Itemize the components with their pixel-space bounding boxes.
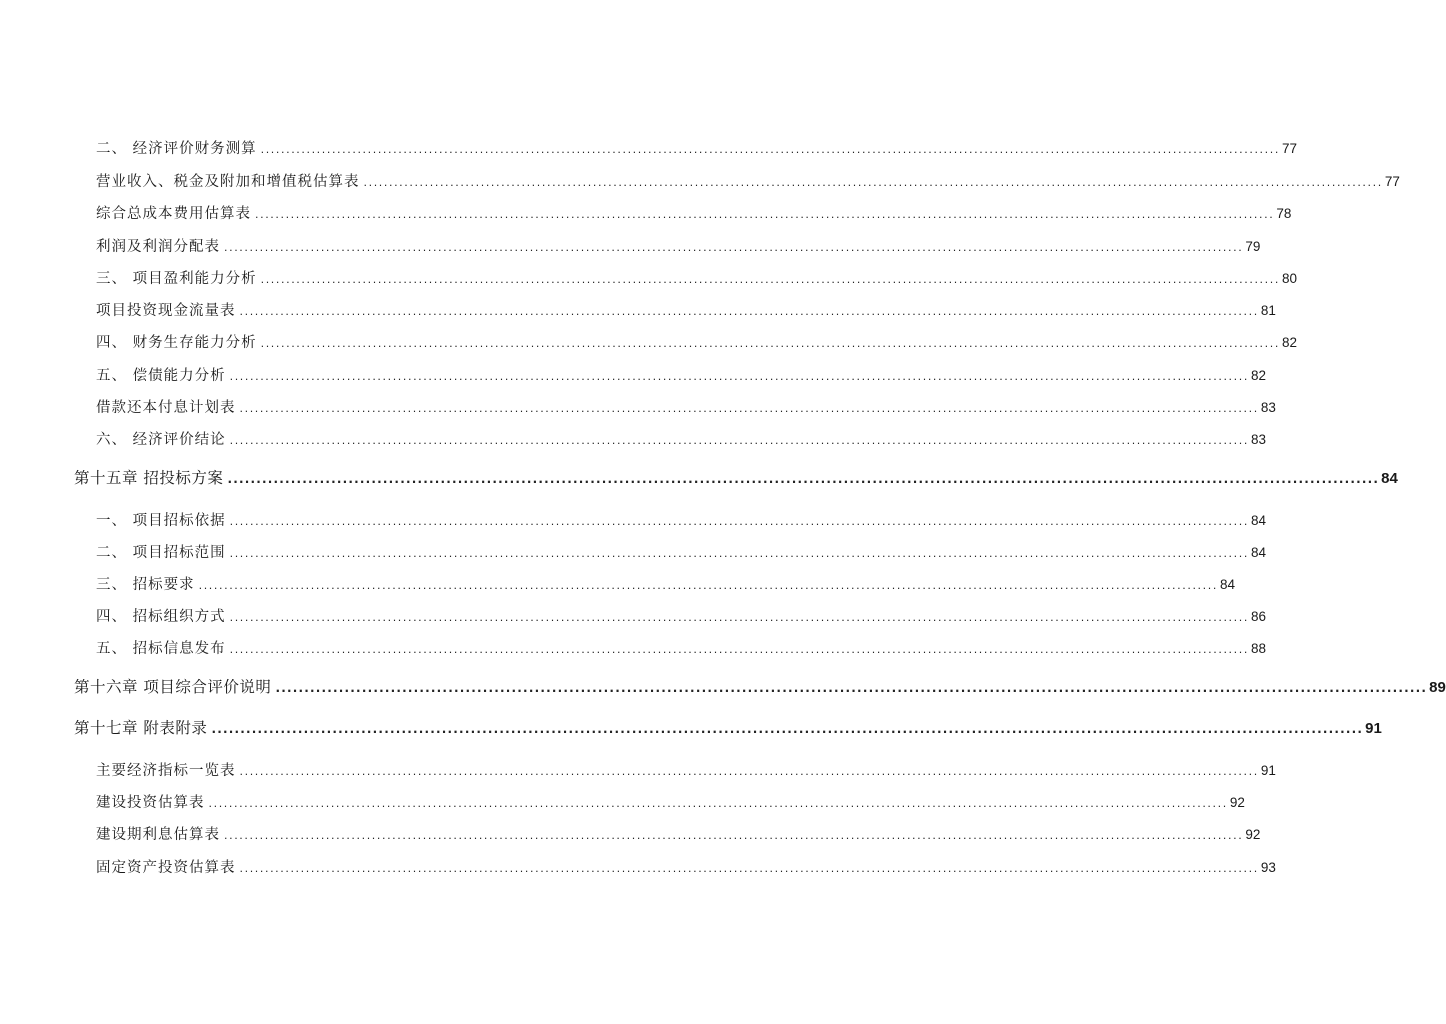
dot-leader: ........................................................................................................................................................................................................ (229, 547, 1249, 560)
toc-entry[interactable] (96, 428, 1266, 449)
toc-entry[interactable] (96, 637, 1266, 658)
toc-page-number: 83 (1260, 400, 1276, 415)
toc-page-number: 92 (1245, 827, 1261, 842)
toc-page-number: 88 (1250, 641, 1266, 656)
dot-leader: ........................................................................................................................................................................................................ (198, 579, 1218, 592)
toc-entry-title: 四、 财务生存能力分析 (96, 335, 257, 351)
toc-entry[interactable] (96, 823, 1261, 844)
toc-entry-title: 二、 经济评价财务测算 (96, 141, 257, 157)
toc-page-number: 86 (1250, 609, 1266, 624)
toc-entry[interactable] (96, 759, 1276, 780)
toc-entry[interactable] (96, 331, 1297, 352)
toc-page-number: 82 (1250, 368, 1266, 383)
dot-leader: ........................................................................................................................................................................................................ (239, 765, 1259, 778)
toc-page-number: 92 (1229, 795, 1245, 810)
dot-leader: ........................................................................................................................................................................................................ (260, 337, 1280, 350)
toc-page-number: 91 (1260, 763, 1276, 778)
toc-entry-title: 综合总成本费用估算表 (96, 206, 251, 222)
toc-entry-title: 三、 项目盈利能力分析 (96, 271, 257, 287)
toc-chapter-title: 第十五章 招投标方案 (74, 469, 224, 487)
toc-entry-title: 二、 项目招标范围 (96, 545, 226, 561)
dot-leader: ........................................................................................................................................................................................................ (260, 273, 1280, 286)
toc-page-number: 83 (1250, 432, 1266, 447)
toc-page-number: 80 (1281, 271, 1297, 286)
toc-page-number: 84 (1219, 577, 1235, 592)
dot-leader: ........................................................................................................................................................................................................ (255, 208, 1275, 221)
toc-page-number: 84 (1381, 470, 1398, 487)
toc-entry[interactable] (96, 235, 1261, 256)
toc-entry-title: 借款还本付息计划表 (96, 400, 236, 416)
toc-page-number: 81 (1260, 303, 1276, 318)
toc-entry[interactable] (96, 573, 1235, 594)
toc-entry-title: 固定资产投资估算表 (96, 860, 236, 876)
dot-leader: ........................................................................................................................................................................................................ (239, 402, 1259, 415)
toc-page-number: 79 (1245, 239, 1261, 254)
toc-entry[interactable] (96, 605, 1266, 626)
toc-page-number: 77 (1281, 141, 1297, 156)
toc-entry[interactable] (96, 364, 1266, 385)
dot-leader: ........................................................................................................................................................................................................ (275, 681, 1428, 695)
toc-entry-title: 三、 招标要求 (96, 577, 195, 593)
toc-entry-title: 建设期利息估算表 (96, 827, 220, 843)
dot-leader: ........................................................................................................................................................................................................ (224, 241, 1244, 254)
toc-chapter-entry[interactable] (74, 466, 1398, 488)
toc-entry-title: 营业收入、税金及附加和增值税估算表 (96, 174, 360, 190)
dot-leader: ........................................................................................................................................................................................................ (260, 143, 1280, 156)
toc-entry-title: 六、 经济评价结论 (96, 432, 226, 448)
dot-leader: ........................................................................................................................................................................................................ (211, 722, 1364, 736)
toc-entry-title: 四、 招标组织方式 (96, 609, 226, 625)
toc-chapter-entry[interactable] (74, 716, 1382, 738)
toc-entry-title: 项目投资现金流量表 (96, 303, 236, 319)
toc-chapter-title: 第十六章 项目综合评价说明 (74, 678, 272, 696)
dot-leader: ........................................................................................................................................................................................................ (229, 643, 1249, 656)
toc-entry-title: 主要经济指标一览表 (96, 763, 236, 779)
toc-page-number: 82 (1281, 335, 1297, 350)
toc-entry[interactable] (96, 202, 1292, 223)
toc-entry-title: 利润及利润分配表 (96, 239, 220, 255)
dot-leader: ........................................................................................................................................................................................................ (229, 515, 1249, 528)
toc-page-number: 93 (1260, 860, 1276, 875)
dot-leader: ........................................................................................................................................................................................................ (363, 176, 1383, 189)
toc-entry[interactable] (96, 791, 1245, 812)
toc-chapter-entry[interactable] (74, 675, 1446, 697)
toc-page-number: 78 (1276, 206, 1292, 221)
dot-leader: ........................................................................................................................................................................................................ (239, 305, 1259, 318)
toc-entry[interactable] (96, 396, 1276, 417)
toc-page-number: 77 (1384, 174, 1400, 189)
dot-leader: ........................................................................................................................................................................................................ (224, 829, 1244, 842)
toc-entry-title: 五、 招标信息发布 (96, 641, 226, 657)
dot-leader: ........................................................................................................................................................................................................ (229, 370, 1249, 383)
toc-entry[interactable] (96, 137, 1297, 158)
toc-entry[interactable] (96, 267, 1297, 288)
toc-chapter-title: 第十七章 附表附录 (74, 719, 208, 737)
toc-entry[interactable] (96, 299, 1276, 320)
dot-leader: ........................................................................................................................................................................................................ (239, 862, 1259, 875)
toc-page-number: 91 (1365, 720, 1382, 737)
toc-entry-title: 五、 偿债能力分析 (96, 368, 226, 384)
toc-entry[interactable] (96, 509, 1266, 530)
dot-leader: ........................................................................................................................................................................................................ (229, 434, 1249, 447)
toc-entry[interactable] (96, 170, 1400, 191)
toc-entry[interactable] (96, 856, 1276, 877)
toc-page-number: 89 (1429, 679, 1446, 696)
toc-page-number: 84 (1250, 545, 1266, 560)
dot-leader: ........................................................................................................................................................................................................ (229, 611, 1249, 624)
toc-entry-title: 建设投资估算表 (96, 795, 205, 811)
toc-entry[interactable] (96, 541, 1266, 562)
toc-entry-title: 一、 项目招标依据 (96, 513, 226, 529)
dot-leader: ........................................................................................................................................................................................................ (208, 797, 1228, 810)
toc-page-number: 84 (1250, 513, 1266, 528)
dot-leader: ........................................................................................................................................................................................................ (227, 472, 1380, 486)
